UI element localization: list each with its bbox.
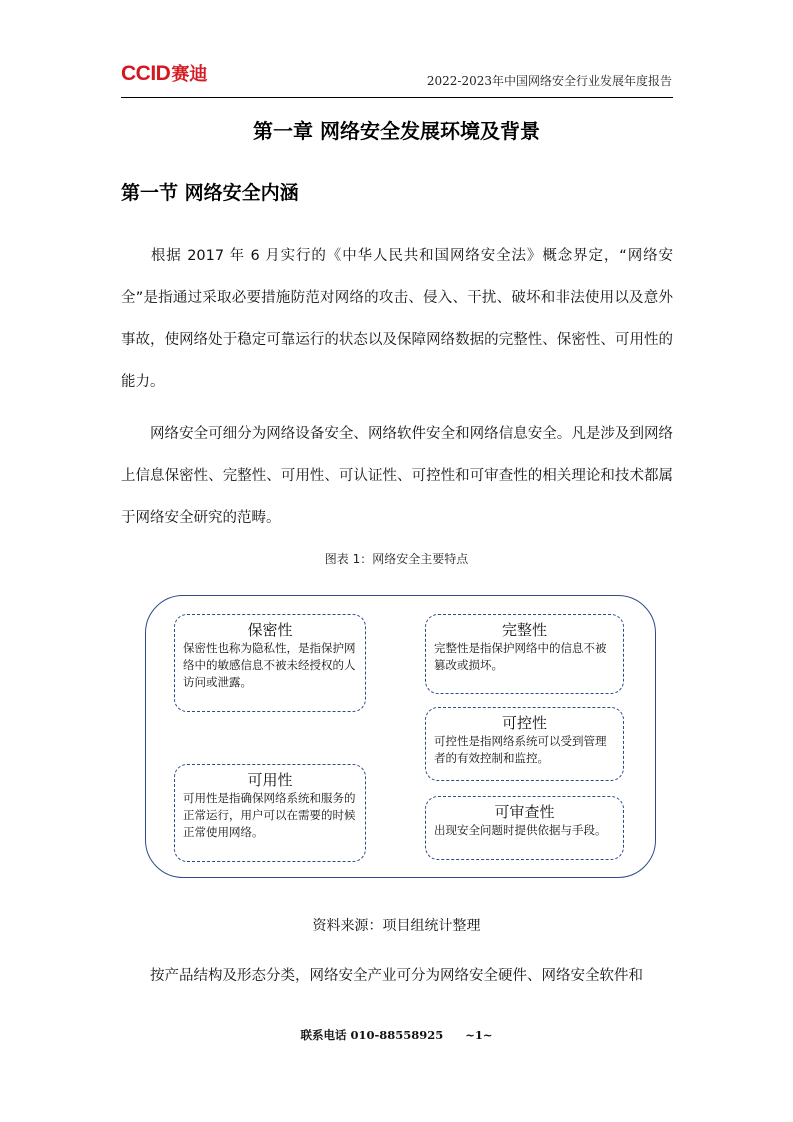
figure-source: 资料来源：项目组统计整理 [312, 918, 481, 934]
page-number: ~1~ [465, 1028, 493, 1042]
section-title: 第一节 网络安全内涵 [121, 182, 299, 204]
feature-title: 可用性 [247, 771, 293, 789]
paragraph-text: 网络安全可细分为网络设备安全、网络软件安全和网络信息安全。凡是涉及到网络上信息保密性、完整性、可用性、可认证性、可控性和可审查性的相关理论和技术都属于网络安全研究的范畴。 [121, 426, 673, 526]
feature-description: 出现安全问题时提供依据与手段。 [434, 823, 607, 837]
feature-box-controllability [425, 707, 624, 781]
paragraph-classification [121, 955, 673, 997]
paragraph-text: 根据 2017 年 6 月实行的《中华人民共和国网络安全法》概念界定，“网络安全”是指通过采取必要措施防范对网络的攻击、侵入、干扰、破坏和非法使用以及意外事故，使网络处于稳定可靠运行的状态以及保障网络数据的完整性、保密性、可用性的能力。 [121, 248, 673, 390]
feature-title: 保密性 [247, 621, 293, 639]
feature-title: 可控性 [501, 714, 547, 732]
ccid-logo [121, 60, 207, 84]
feature-title: 可审查性 [494, 803, 555, 821]
feature-box-integrity [425, 614, 624, 694]
figure-caption: 图表 1：网络安全主要特点 [324, 552, 469, 566]
report-header-title: 2022-2023年中国网络安全行业发展年度报告 [426, 74, 672, 88]
feature-description: 可用性是指确保网络系统和服务的正常运行，用户可以在需要的时候正常使用网络。 [183, 791, 356, 839]
feature-description: 可控性是指网络系统可以受到管理者的有效控制和监控。 [434, 734, 607, 765]
security-features-diagram [145, 595, 656, 878]
page-footer [0, 1027, 793, 1043]
feature-title: 完整性 [501, 621, 547, 639]
chapter-title: 第一章 网络安全发展环境及背景 [253, 119, 540, 143]
feature-description: 完整性是指保护网络中的信息不被篡改或损坏。 [434, 641, 607, 672]
paragraph-definition [121, 235, 673, 403]
footer-contact: 联系电话 010-88558925 [300, 1028, 444, 1042]
feature-box-auditability [425, 796, 624, 860]
paragraph-text: 按产品结构及形态分类，网络安全产业可分为网络安全硬件、网络安全软件和 [150, 968, 643, 984]
logo-text-en: CCID [121, 62, 171, 85]
feature-description: 保密性也称为隐私性，是指保护网络中的敏感信息不被未经授权的人访问或泄露。 [183, 641, 356, 689]
paragraph-scope [121, 413, 673, 539]
header-divider [121, 97, 673, 98]
feature-box-confidentiality [174, 614, 366, 712]
feature-box-availability [174, 764, 366, 862]
logo-text-cn: 赛迪 [171, 64, 208, 85]
